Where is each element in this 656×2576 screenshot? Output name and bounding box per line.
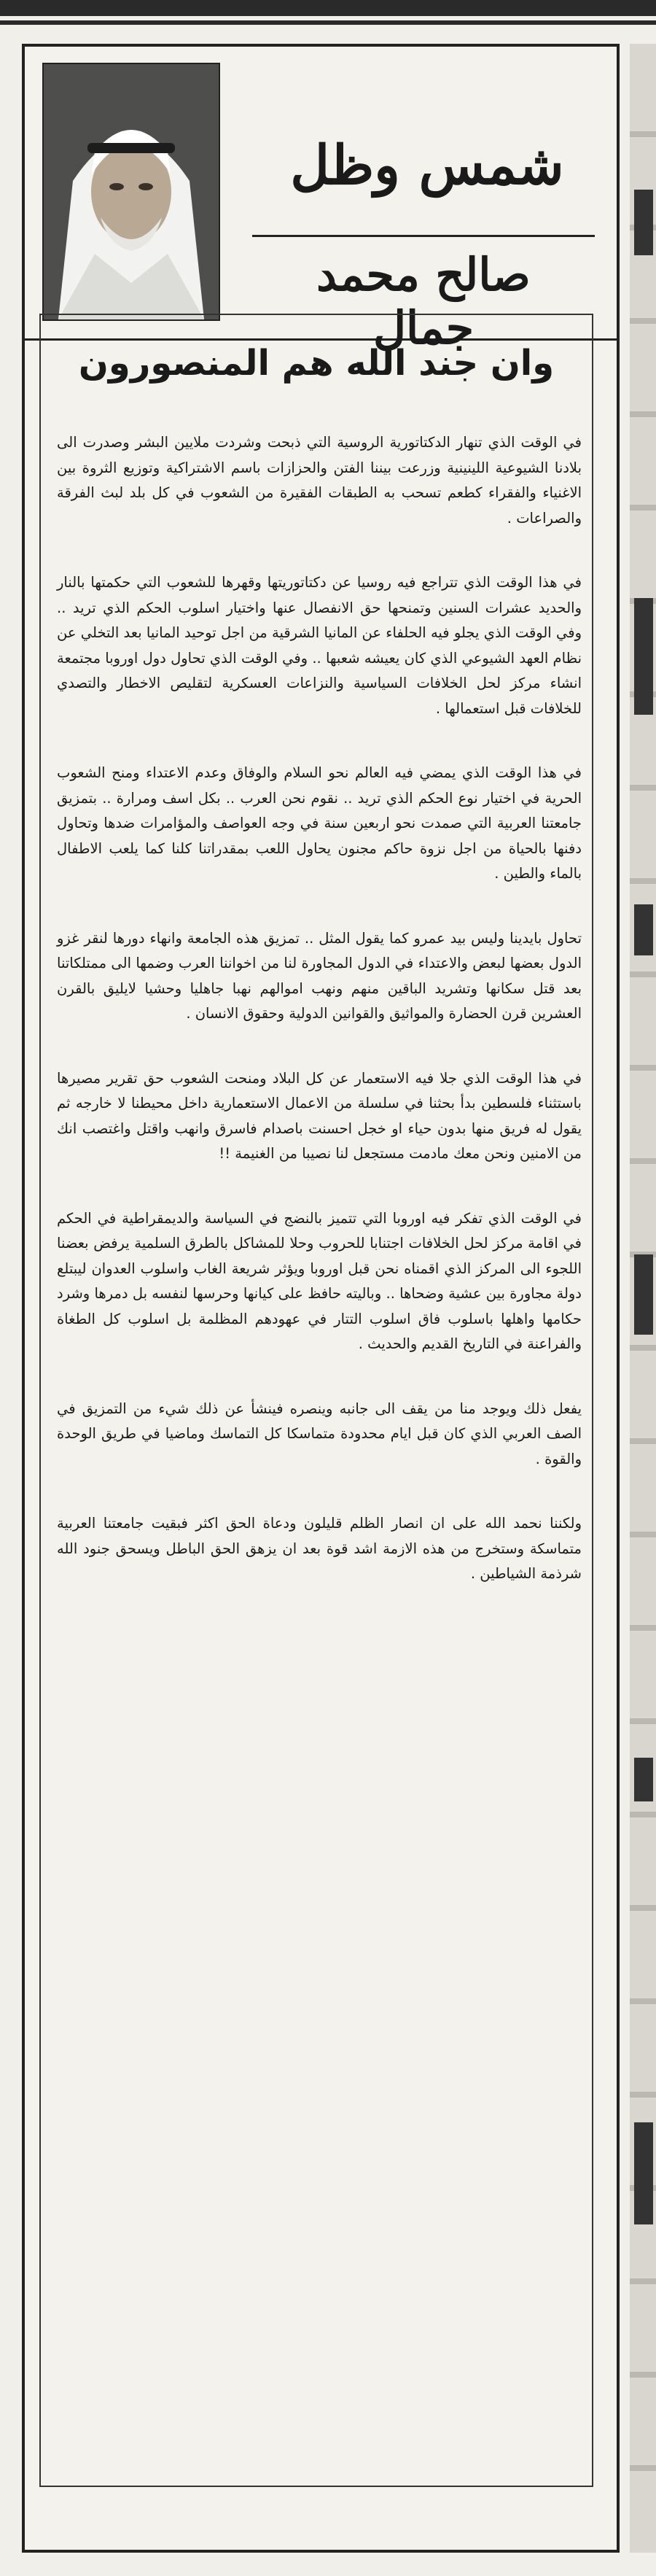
author-portrait-icon <box>44 64 219 319</box>
adjacent-column-strip <box>630 44 656 2553</box>
article-body <box>57 430 582 1626</box>
paragraph: في الوقت الذي تنهار الدكتاتورية الروسية التي ذبحت وشردت ملايين البشر وصدرت الى بلادنا الشيوعية اللينينية وزرعت بيننا الفتن والحزازات باسم الاشتراكية وتوزيع الثروة بين الاغنياء والفقراء كطعم تسحب به الطبقات الفقيرة من الشعوب في كل بلد لبث الفرقة والصراعات . <box>57 434 582 527</box>
paragraph: ولكننا نحمد الله على ان انصار الظلم قليلون ودعاة الحق اكثر فبقيت جامعتنا العربية متماسكة وستخرج من هذه الازمة اشد قوة بعد ان يزهق الحق الباطل ويسحق جنود الله شرذمة الشياطين . <box>57 1515 582 1582</box>
paragraph: في هذا الوقت الذي يمضي فيه العالم نحو السلام والوفاق وعدم الاعتداء ومنح الشعوب الحرية في اختيار نوع الحكم الذي تريد .. نقوم نحن العرب .. بكل اسف ومرارة .. بتمزيق جامعتنا العربية التي صمدت نحو اربعين سنة في وجه العواصف والمؤامرات ضدها وتحاول دفنها بالحياة من اجل نزوة حاكم مجنون يحاول اللعب بمقدراتنا كلنا كما يلعب الاطفال بالماء والطين . <box>57 764 582 882</box>
paragraph: في هذا الوقت الذي تتراجع فيه روسيا عن دكتاتوريتها وقهرها للشعوب التي حكمتها بالنار والحديد عشرات السنين وتمنحها حق الانفصال عنها واختيار اسلوب الحكم الذي تريد .. وفي الوقت الذي يجلو فيه الحلفاء عن المانيا الشرقية من اجل توحيد المانيا بعد التخلي عن نظام العهد الشيوعي الذي كان يعيشه شعبها .. وفي الوقت الذي تحاول دول اوروبا مجتمعة انشاء مركز لحل الخلافات السياسية والنزاعات العسكرية لتقليص الاخطار والتصدي للخلافات قبل استعمالها . <box>57 574 582 717</box>
top-rule <box>0 0 656 16</box>
paragraph: في هذا الوقت الذي جلا فيه الاستعمار عن كل البلاد ومنحت الشعوب حق تقرير مصيرها باستثناء فلسطين بدأ بحثنا في سلسلة من الاعمال الاستعمارية داخل محيطنا لا خارجه ثم يقول له فريق منها بدون حياء او خجل احسنت باصدام فاسرق وانهب واقتل واغتصب انك من الامنين ونحن معك مادمت مستجعل لنا نصيبا من الغنيمة !! <box>57 1069 582 1162</box>
column-logo: شمس وظل <box>290 134 564 197</box>
paragraph: تحاول بايدينا وليس بيد عمرو كما يقول المثل .. تمزيق هذه الجامعة وانهاء دورها لنقر غزو الدول بعضها لبعض والاعتداء في الدول المجاورة لنا من اخواننا العرب وضمها الى ممتلكاتنا بعد قتل سكانها وتشريد الباقين منهم ونهب اموالهم نهبا جاهليا وحشيا لايليق بالقرن العشرين قرن الحضارة والمواثيق والقوانين الدولية وحقوق الانسان . <box>57 929 582 1022</box>
author-name: صالح محمد جمال <box>316 248 531 354</box>
top-rule-thin <box>0 20 656 25</box>
column-header <box>25 47 617 354</box>
paragraph: في الوقت الذي تفكر فيه اوروبا التي تتميز بالنضج في السياسة والديمقراطية في الحكم في اقامة مركز لحل الخلافات اجتنابا للحروب وحلا للمشاكل بالطرق السلمية يرفض بعضنا اللجوء الى المركز الذي اقمناه نحن قبل اوروبا ويؤثر شريعة الغاب واسلوب العدوان ليبتلع دولة مجاورة بين عشية وضحاها .. وباليته حافظ على كيانها وحرسها لنفسه بل دمرها وشرد حكامها واهلها باسلوب فاق اسلوب التتار في عهودهم المظلمة بل اسلوب كل الطغاة والفراعنة في التاريخ القديم والحديث . <box>57 1209 582 1352</box>
article-headline: وان جند الله هم المنصورون <box>78 343 555 384</box>
paragraph: يفعل ذلك ويوجد منا من يقف الى جانبه وينصره فينشأ عن ذلك شيء من التمزيق في الصف العربي الذي كان قبل ايام محدودة متماسكا كل التماسك وماضيا في طريق الوحدة والقوة . <box>57 1400 582 1467</box>
author-photo <box>42 63 220 321</box>
author-divider <box>252 235 595 237</box>
